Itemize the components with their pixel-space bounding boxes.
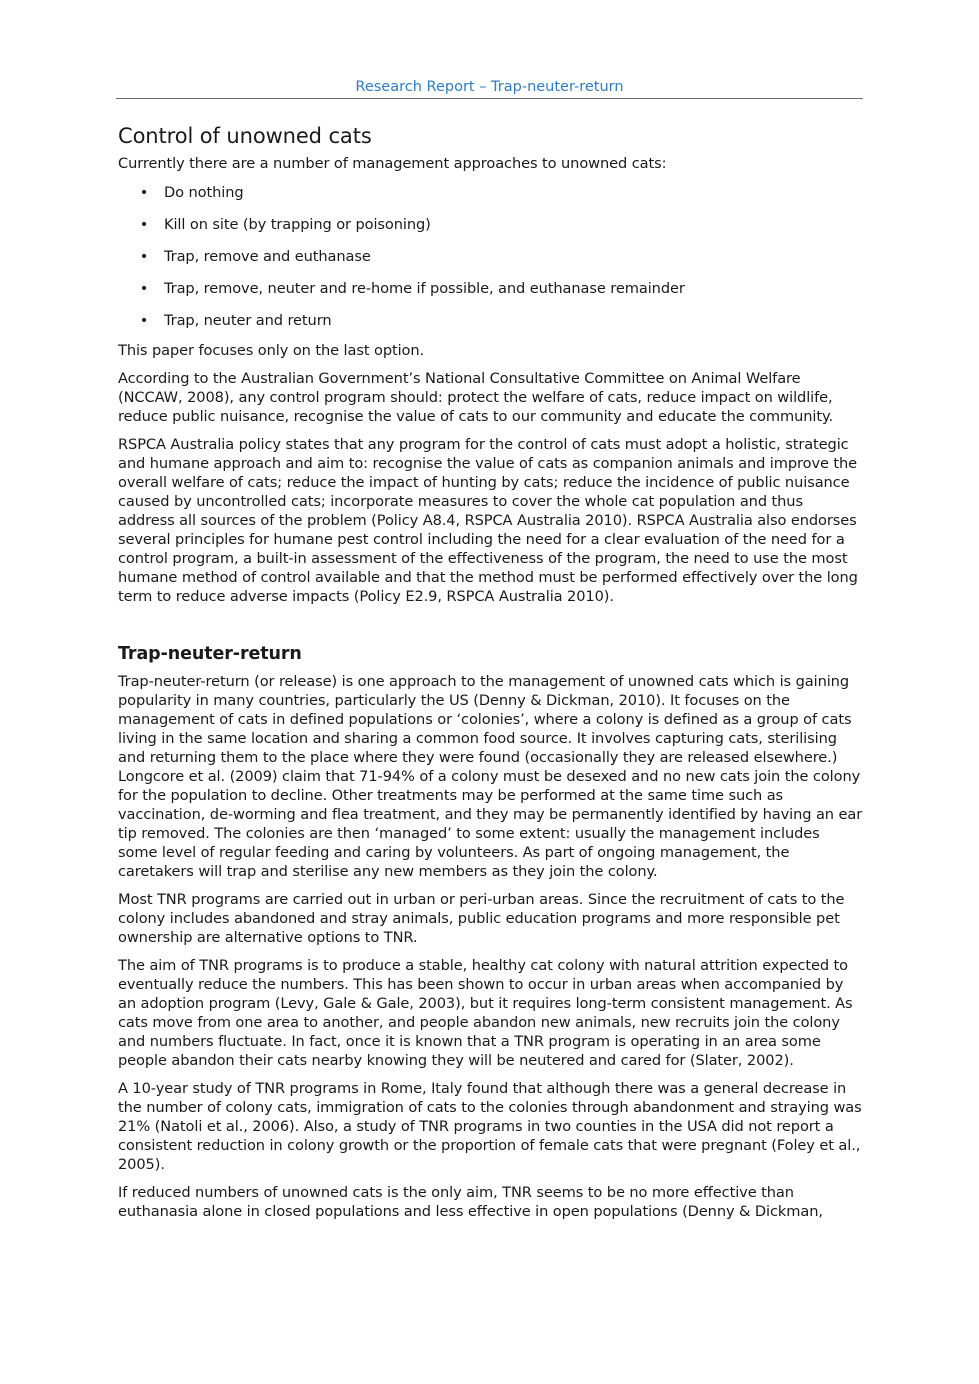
list-item-text: Trap, remove and euthanase [164, 248, 371, 265]
list-item [139, 213, 863, 245]
document-body [118, 118, 863, 1230]
bullet-icon: • [139, 280, 149, 297]
body-paragraph: Trap-neuter-return (or release) is one approach to the management of unowned cats which is gaining popularity in many countries, particularly the US (Denny & Dickman, 2010). It focuses on the management of cats in defined populations or ‘colonies’, where a colony is defined as a group of cats living in the same location and sharing a common food source. It involves capturing cats, sterilising and returning them to the place where they were found (occasionally they are released elsewhere.) Longcore et al. (2009) claim that 71-94% of a colony must be desexed and no new cats join the colony for the population to decline. Other treatments may be performed at the same time such as vaccination, de-worming and flea treatment, and they may be permanently identified by having an ear tip removed. The colonies are then ‘managed’ to some extent: usually the management includes some level of regular feeding and caring by volunteers. As part of ongoing management, the caretakers will trap and sterilise any new members as they join the colony. [118, 673, 863, 880]
list-item [139, 277, 863, 309]
body-paragraph: The aim of TNR programs is to produce a stable, healthy cat colony with natural attrition expected to eventually reduce the numbers. This has been shown to occur in urban areas when accompanied by an adoption program (Levy, Gale & Gale, 2003), but it requires long-term consistent management. As cats move from one area to another, and people abandon new animals, new recruits join the colony and numbers fluctuate. In fact, once it is known that a TNR program is operating in an area some people abandon their cats nearby knowing they will be neutered and cared for (Slater, 2002). [118, 957, 853, 1069]
body-paragraph: This paper focuses only on the last option. [118, 342, 425, 359]
section-heading-trap-neuter-return: Trap-neuter-return [118, 644, 302, 664]
body-paragraph: A 10-year study of TNR programs in Rome, Italy found that although there was a general decrease in the number of colony cats, immigration of cats to the colonies through abandonment and straying was 21% (Natoli et al., 2006). Also, a study of TNR programs in two counties in the USA did not report a consistent reduction in colony growth or the proportion of female cats that were pregnant (Foley et al., 2005). [118, 1080, 862, 1173]
list-item-text: Trap, remove, neuter and re-home if possible, and euthanase remainder [164, 280, 685, 297]
list-item [139, 181, 863, 213]
body-paragraph: According to the Australian Government’s National Consultative Committee on Animal Welfare (NCCAW, 2008), any control program should: protect the welfare of cats, reduce impact on wildlife, reduce public nuisance, recognise the value of cats to our community and educate the community. [118, 370, 833, 425]
running-header-title: Research Report – Trap-neuter-return [355, 79, 624, 95]
body-paragraph: Most TNR programs are carried out in urban or peri-urban areas. Since the recruitment of cats to the colony includes abandoned and stray animals, public education programs and more responsible pet ownership are alternative options to TNR. [118, 891, 845, 946]
bullet-icon: • [139, 184, 149, 201]
running-header [116, 78, 863, 99]
bullet-icon: • [139, 312, 149, 329]
list-item-text: Do nothing [164, 184, 244, 201]
section-intro-paragraph: Currently there are a number of management approaches to unowned cats: [118, 155, 667, 172]
bullet-icon: • [139, 248, 149, 265]
section-heading-control-of-unowned-cats: Control of unowned cats [118, 124, 372, 148]
list-item-text: Trap, neuter and return [164, 312, 332, 329]
management-approaches-list [118, 181, 863, 341]
list-item [139, 309, 863, 341]
body-paragraph: If reduced numbers of unowned cats is the only aim, TNR seems to be no more effective than euthanasia alone in closed populations and less effective in open populations (Denny & Dickman, [118, 1184, 823, 1220]
bullet-icon: • [139, 216, 149, 233]
list-item [139, 245, 863, 277]
body-paragraph: RSPCA Australia policy states that any program for the control of cats must adopt a holistic, strategic and humane approach and aim to: recognise the value of cats as companion animals and improve the overall welfare of cats; reduce the impact of hunting by cats; reduce the incidence of public nuisance caused by uncontrolled cats; incorporate measures to cover the whole cat population and thus address all sources of the problem (Policy A8.4, RSPCA Australia 2010). RSPCA Australia also endorses several principles for humane pest control including the need for a clear evaluation of the need for a control program, a built-in assessment of the effectiveness of the program, the need to use the most humane method of control available and that the method must be performed effectively over the long term to reduce adverse impacts (Policy E2.9, RSPCA Australia 2010). [118, 436, 858, 605]
list-item-text: Kill on site (by trapping or poisoning) [164, 216, 431, 233]
